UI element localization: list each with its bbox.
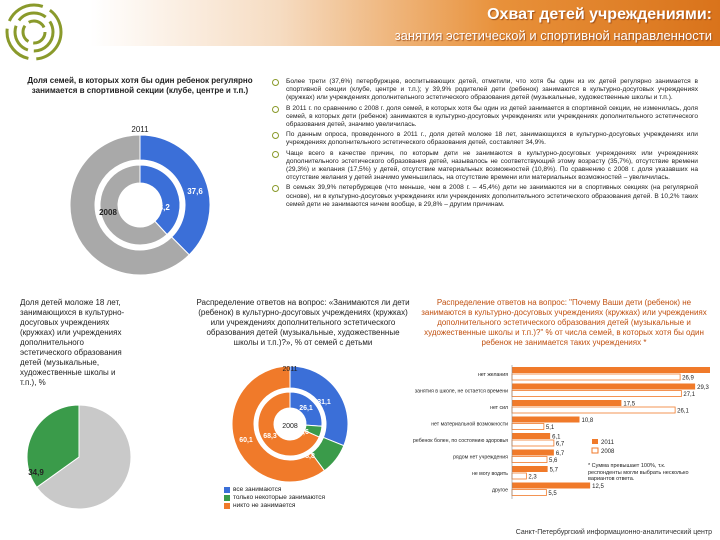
bar-2008 (512, 374, 680, 380)
category-label: занятия в школе, не остается времени (414, 388, 508, 395)
bar-2008 (512, 391, 681, 397)
category-label: ребенок болен, по состоянию здоровья (413, 438, 508, 444)
legend-swatch (224, 503, 230, 509)
bar-2011 (512, 466, 548, 472)
reasons-chart-caption: Распределение ответов на вопрос: "Почему Ваши дети (ребенок) не занимаются в культурно-досуговых учреждениях (кружках) или учреждениях дополнительного эстетического образования детей (музыкальные и художественные школы и т.п.)?" % от числа семей, в которых хотя бы один ребенок не занимается таких учреждениях * (421, 298, 707, 347)
bar-2008 (512, 440, 554, 446)
bar-value-label: 10,8 (581, 418, 594, 424)
bar-2011 (512, 400, 621, 406)
value-label-2011-2: 60,1 (239, 437, 253, 444)
paragraph-text: Чаще всего в качестве причин, по которым дети не занимаются в культурно-досуговых учреждениях или учреждениях дополнительного эстетического образования детей, называлось не соответствующий этому возрасту (35,7%), отсутствие времени (29,3%) и желания (17,5%) у детей, отсутствие материальных возможностей (10,8%). По сравнению с 2008 г. доля указавших на отсутствие желания у детей значимо уменьшилась, на отсутствие времени или материальных возможностей – увеличилась. (286, 149, 698, 182)
bar-2011 (512, 367, 710, 373)
answers-chart-caption: Распределение ответов на вопрос: «Занимаются ли дети (ребенок) в культурно-досуговых учреждениях (кружках) или учреждениях дополнительного эстетического образования детей (музыкальные, художественные школы и т.п.)?», % от семей с детьми (196, 298, 410, 347)
bar-2008 (512, 407, 675, 413)
bar-2011 (512, 417, 580, 423)
value-label: 34,9 (28, 468, 44, 477)
bar-2011 (512, 483, 590, 489)
category-label: нет желания (477, 372, 508, 378)
bar-value-label: 5,1 (545, 425, 555, 431)
value-label-2011-1: 8,8 (305, 453, 315, 460)
value-label-2011: 37,6 (187, 187, 203, 196)
ring-label-2008: 2008 (282, 423, 298, 430)
ring-label-2011: 2011 (131, 125, 149, 134)
page-title: Охват детей учреждениями: (487, 6, 712, 23)
footer-text: Санкт-Петербургский информационно-аналитический центр (515, 529, 712, 536)
bar-value-label: 6,1 (552, 434, 561, 441)
bullet-icon (272, 79, 279, 86)
bar-value-label: 6,7 (555, 441, 565, 448)
legend-swatch (224, 487, 230, 493)
ring-label-2008: 2008 (99, 208, 117, 217)
spiral-logo-icon (4, 2, 64, 62)
legend-item (224, 502, 325, 510)
bar-2008 (512, 457, 547, 463)
children-share-pie-chart (22, 400, 137, 515)
bar-value-label: 27,1 (683, 392, 696, 398)
bar-value-label: 12,5 (592, 484, 604, 490)
category-label: не могу водить (471, 471, 508, 477)
note-container (588, 463, 696, 493)
value-label-2008-2: 68,3 (263, 433, 277, 440)
legend-label-2008: 2008 (601, 449, 615, 455)
bar-value-label: 26,9 (682, 375, 694, 382)
legend-label: все занимаются (233, 486, 282, 493)
bullet-icon (272, 132, 279, 139)
bullet-icon (272, 151, 279, 158)
category-label: рядом нет учреждения (453, 454, 508, 461)
body-text (270, 78, 698, 211)
paragraph-text: По данным опроса, проведенного в 2011 г., доля детей моложе 18 лет, занимающихся в культурно-досуговых учреждениях или учреждениях дополнительного эстетического образования детей, составляет 34,9%. (286, 131, 698, 147)
legend-swatch (224, 495, 230, 501)
legend-label: никто не занимается (233, 502, 296, 509)
bar-2008 (512, 490, 546, 496)
value-label-2011-0: 31,1 (317, 399, 331, 406)
paragraph-text: В семьях 39,9% петербуржцев (что меньше, чем в 2008 г. – 45,4%) дети не занимаются ни в спортивных секциях (на регулярной основе), ни в культурно-досуговых учреждениях или учреждениях дополнительного эстетического образования детей. В 10,2% таких семей дети не занимаются ничем вообще, в 29,8% – другим причинам. (286, 184, 698, 208)
header-bar (90, 0, 720, 46)
paragraph-text: Более трети (37,6%) петербуржцев, воспитывающих детей, отметили, что хотя бы один из их детей регулярно занимается в спортивной секции (клубе, центре и т.п.); у 39,9% родителей дети (ребенок) занимаются в культурно-досуговых учреждениях (кружках) или учреждениях дополнительного эстетического образования детей (музыкальные, художественные школы и т.п.). (286, 78, 698, 102)
value-label-2008-1: 5,6 (299, 429, 309, 436)
legend-item (224, 486, 325, 494)
bar-value-label: 6,7 (555, 451, 565, 457)
legend-swatch-2011 (592, 439, 598, 444)
sport-families-donut-chart (40, 120, 240, 280)
paragraph-text: В 2011 г. по сравнению с 2008 г. доля семей, в которых хотя бы один из детей занимается в спортивной секции, не изменилась, доля семей, в которых дети (ребенок) занимаются в культурно-досуговых учреждениях или учреждениях дополнительного эстетического образования детей, значимо увеличилась. (286, 104, 698, 129)
reasons-bar-chart (370, 365, 710, 507)
bullet-icon (272, 185, 279, 192)
bar-value-label: 17,5 (623, 401, 636, 408)
answers-legend (224, 486, 325, 510)
legend-label-2011: 2011 (601, 440, 614, 446)
chart-note: * Сумма превышает 100%, т.к. респонденты могли выбрать несколько вариантов ответа. (588, 463, 689, 482)
bar-2008 (512, 473, 526, 479)
bar-2011 (512, 433, 550, 439)
legend-label: только некоторые занимаются (233, 494, 326, 501)
bar-value-label: 5,5 (548, 491, 557, 497)
legend-swatch-2008 (592, 448, 598, 453)
bar-value-label: 29,3 (697, 385, 709, 391)
bar-value-label: 26,1 (677, 408, 689, 415)
bar-value-label: 2,3 (528, 474, 537, 481)
sport-chart-caption: Доля семей, в которых хотя бы один ребенок регулярно занимается в спортивной секции (клубе, центре и т.п.) (27, 76, 253, 95)
bar-2008 (512, 424, 544, 430)
value-label-2008: 38,2 (154, 203, 170, 212)
bullet-icon (272, 106, 279, 113)
ring-label-2011: 2011 (282, 366, 298, 373)
page-subtitle: занятия эстетической и спортивной направленности (394, 28, 712, 43)
body-paragraph (270, 131, 698, 147)
value-label-2008-0: 26,1 (299, 405, 313, 412)
body-paragraph (270, 78, 698, 103)
category-label: нет материальной возможности (431, 421, 508, 428)
category-label: нет сил (490, 405, 508, 411)
bar-value-label: 5,6 (549, 458, 558, 464)
category-label: другое (492, 487, 508, 494)
body-paragraph (270, 184, 698, 209)
bar-2011 (512, 384, 695, 390)
body-paragraph (270, 105, 698, 130)
bar-value-label: 5,7 (549, 467, 558, 474)
answers-donut-chart (228, 362, 353, 487)
children-chart-caption: Доля детей моложе 18 лет, занимающихся в культурно-досуговых учреждениях (кружках) или учреждениях дополнительного эстетического образования детей (музыкальные, художественные школы и т.п.), % (20, 298, 125, 387)
legend-item (224, 494, 325, 502)
body-paragraph (270, 150, 698, 183)
bar-2011 (512, 450, 554, 456)
